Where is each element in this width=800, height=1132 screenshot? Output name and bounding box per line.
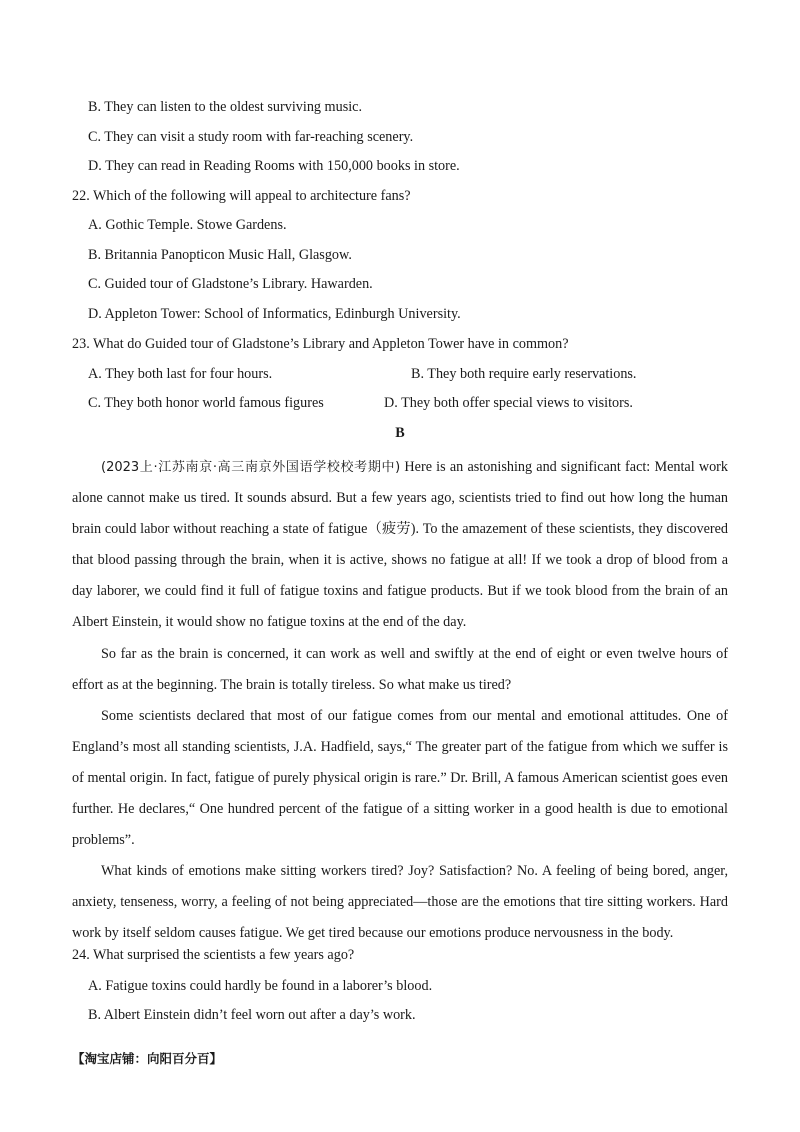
q22-option-a: A. Gothic Temple. Stowe Gardens.	[88, 217, 287, 233]
q21-option-b: B. They can listen to the oldest surviving music.	[88, 99, 362, 115]
paragraph-1-text: Here is an astonishing and significant fact: Mental work alone cannot make us tired. It sounds absurd. But a few years ago, scientists tried to find out how long the human brain could labor without reaching a state of fatigue（疲劳). To the amazement of these scientists, they discovered that blood passing through the brain, when it is active, shows no fatigue at all! If we took a drop of blood from a day laborer, we could find it full of fatigue toxins and fatigue products. But if we took blood from the brain of an Albert Einstein, it would show no fatigue toxins at the end of the day.	[72, 459, 728, 631]
q21-option-d: D. They can read in Reading Rooms with 150,000 books in store.	[88, 158, 460, 174]
q23-option-c: C. They both honor world famous figures	[88, 395, 324, 411]
q22-option-c: C. Guided tour of Gladstone’s Library. Hawarden.	[88, 276, 373, 292]
q21-option-c: C. They can visit a study room with far-reaching scenery.	[88, 129, 414, 145]
passage-paragraph-1	[72, 452, 728, 639]
footer-shop-label: 【淘宝店铺：向阳百分百】	[72, 1051, 223, 1066]
q24-stem: 24. What surprised the scientists a few years ago?	[72, 947, 355, 963]
q22-stem: 22. Which of the following will appeal to architecture fans?	[72, 188, 411, 204]
passage-paragraph-3: Some scientists declared that most of our fatigue comes from our mental and emotional attitudes. One of England’s most all standing scientists, J.A. Hadfield, says,“ The greater part of the fatigue from which we suffer is of mental origin. In fact, fatigue of purely physical origin is rare.” Dr. Brill, A famous American scientist goes even further. He declares,“ One hundred percent of the fatigue of a sitting worker in a good health is due to emotional problems”.	[72, 707, 728, 849]
q24-option-b: B. Albert Einstein didn’t feel worn out after a day’s work.	[88, 1007, 416, 1023]
q23-option-b: B. They both require early reservations.	[411, 366, 637, 382]
reading-passage	[72, 452, 728, 950]
q22-option-b: B. Britannia Panopticon Music Hall, Glasgow.	[88, 247, 352, 263]
passage-paragraph-4: What kinds of emotions make sitting workers tired? Joy? Satisfaction? No. A feeling of being bored, anger, anxiety, tenseness, worry, a feeling of not being appreciated—those are the emotions that tire sitting workers. Hard work by itself seldom causes fatigue. We get tired because our emotions produce nervousness in the body.	[72, 863, 728, 942]
passage-source: (2023上·江苏南京·高三南京外国语学校校考期中)	[101, 460, 401, 475]
q24-option-a: A. Fatigue toxins could hardly be found in a laborer’s blood.	[88, 978, 433, 994]
q23-option-a: A. They both last for four hours.	[88, 366, 273, 382]
passage-paragraph-2: So far as the brain is concerned, it can work as well and swiftly at the end of eight or even twelve hours of effort as at the beginning. The brain is totally tireless. So what make us tired?	[72, 645, 728, 693]
q23-option-d: D. They both offer special views to visitors.	[384, 395, 633, 411]
q22-option-d: D. Appleton Tower: School of Informatics, Edinburgh University.	[88, 306, 461, 322]
q23-stem: 23. What do Guided tour of Gladstone’s Library and Appleton Tower have in common?	[72, 336, 569, 352]
section-heading: B	[395, 425, 405, 441]
